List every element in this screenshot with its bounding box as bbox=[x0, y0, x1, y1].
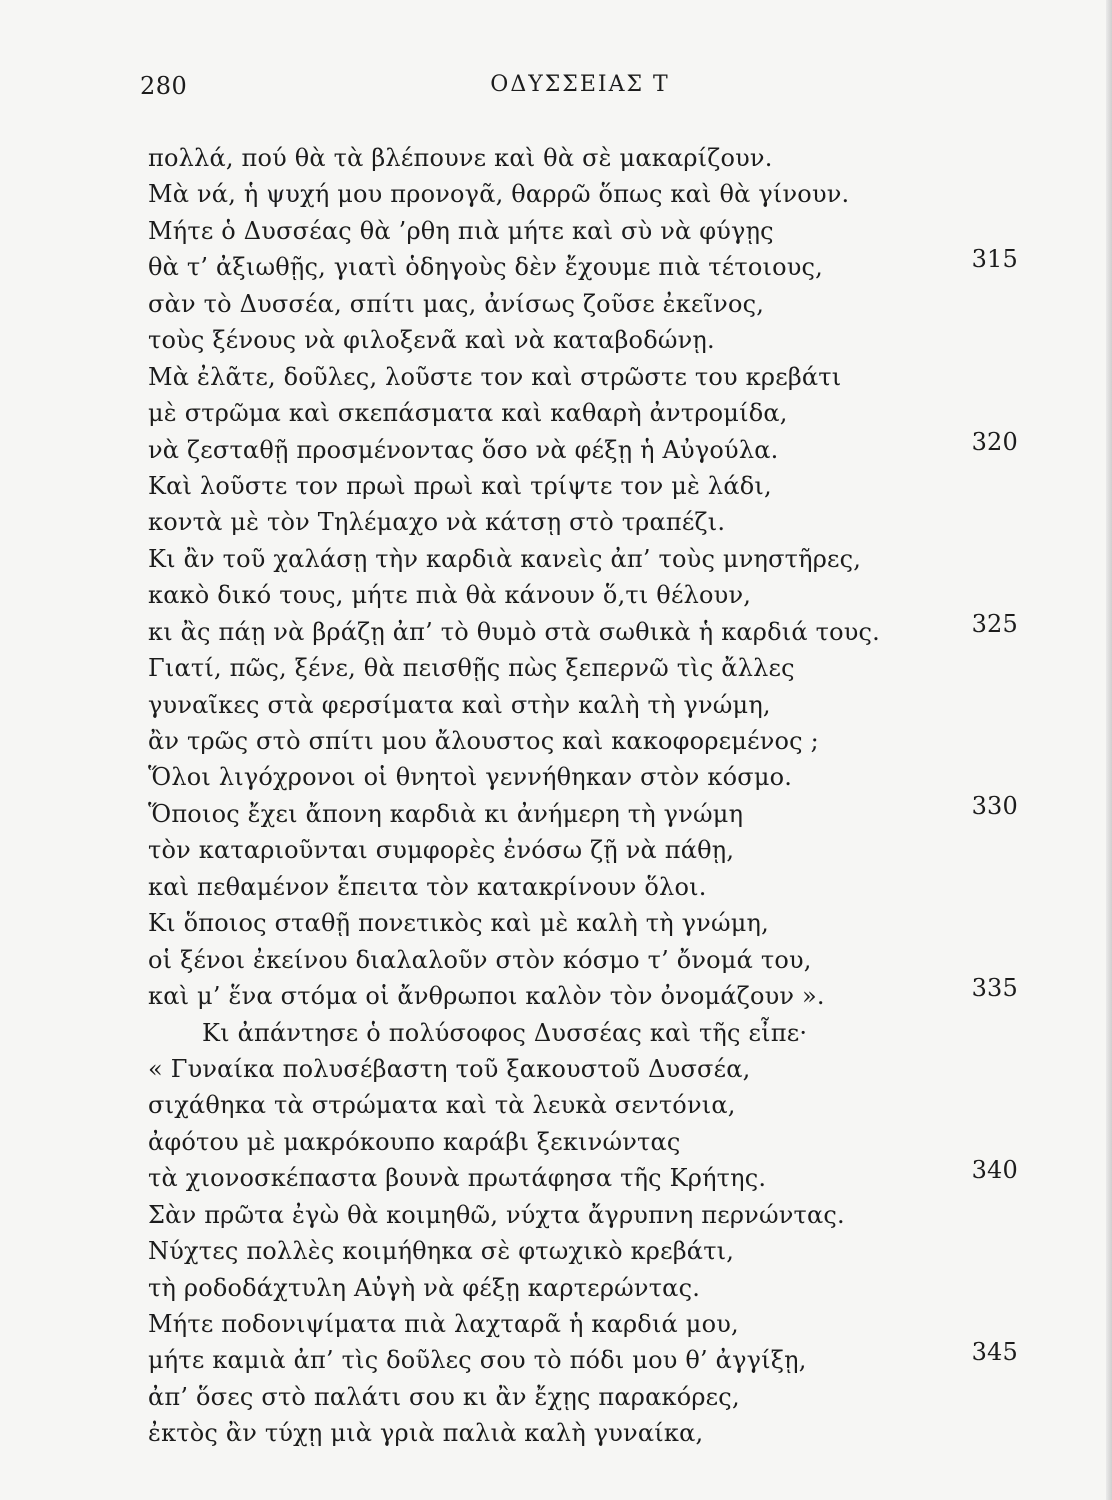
verse-text: κακὸ δικό τους, μήτε πιὰ θὰ κάνουν ὅ,τι θέλουν, bbox=[148, 581, 752, 610]
verse-line bbox=[148, 176, 1018, 212]
verse-text: Κι ἀπάντησε ὁ πολύσοφος Δυσσέας καὶ τῆς εἶπε· bbox=[202, 1018, 808, 1047]
verse-text: καὶ πεθαμένον ἔπειτα τὸν κατακρίνουν ὅλοι. bbox=[148, 872, 707, 901]
verse-line bbox=[148, 1338, 1018, 1378]
running-title: ΟΔΥΣΣΕΙΑΣ Τ bbox=[490, 72, 670, 97]
verse-text: Μὰ ἐλᾶτε, δοῦλες, λοῦστε τον καὶ στρῶστε του κρεβάτι bbox=[148, 362, 842, 391]
verse-line bbox=[148, 1124, 1018, 1160]
verse-line bbox=[148, 286, 1018, 322]
verse-text: Καὶ λοῦστε τον πρωὶ πρωὶ καὶ τρίψτε τον μὲ λάδι, bbox=[148, 471, 772, 500]
verse-text: ἐκτὸς ἂν τύχῃ μιὰ γριὰ παλιὰ καλὴ γυναίκα, bbox=[148, 1419, 704, 1448]
verse-line bbox=[148, 942, 1018, 978]
verse-line bbox=[148, 245, 1018, 285]
verse-line bbox=[148, 504, 1018, 540]
verse-list bbox=[148, 140, 1018, 1452]
verse-line bbox=[148, 427, 1018, 468]
verse-text: Γιατί, πῶς, ξένε, θὰ πεισθῇς πὼς ξεπερνῶ τὶς ἄλλες bbox=[148, 654, 795, 683]
verse-line bbox=[148, 1306, 1018, 1342]
verse-line bbox=[148, 1015, 1018, 1051]
line-number: 325 bbox=[971, 609, 1018, 638]
verse-text: θὰ τ’ ἀξιωθῇς, γιατὶ ὁδηγοὺς δὲν ἔχουμε πιὰ τέτοιους, bbox=[148, 253, 824, 282]
verse-text: σὰν τὸ Δυσσέα, σπίτι μας, ἀνίσως ζοῦσε ἐκεῖνος, bbox=[148, 289, 765, 318]
verse-line bbox=[148, 213, 1018, 249]
line-number: 345 bbox=[971, 1338, 1018, 1367]
line-number: 330 bbox=[971, 791, 1018, 820]
verse-text: Σὰν πρῶτα ἐγὼ θὰ κοιμηθῶ, νύχτα ἄγρυπνη περνώντας. bbox=[148, 1200, 845, 1229]
verse-text: Κι ἂν τοῦ χαλάσῃ τὴν καρδιὰ κανεὶς ἀπ’ τοὺς μνηστῆρες, bbox=[148, 544, 862, 573]
line-number: 315 bbox=[971, 245, 1018, 274]
verse-line bbox=[148, 905, 1018, 941]
verse-line bbox=[148, 577, 1018, 613]
verse-text: ἀπ’ ὅσες στὸ παλάτι σου κι ἂν ἔχῃς παρακόρες, bbox=[148, 1382, 740, 1411]
verse-text: ἂν τρῶς στὸ σπίτι μου ἄλουστος καὶ κακοφορεμένος ; bbox=[148, 727, 819, 755]
verse-text: Νύχτες πολλὲς κοιμήθηκα σὲ φτωχικὸ κρεβάτι, bbox=[148, 1237, 735, 1266]
verse-line bbox=[148, 869, 1018, 905]
verse-line bbox=[148, 541, 1018, 577]
verse-line bbox=[148, 1379, 1018, 1415]
verse-line bbox=[148, 322, 1018, 358]
line-number: 320 bbox=[971, 427, 1018, 456]
verse-text: Κι ὅποιος σταθῇ πονετικὸς καὶ μὲ καλὴ τὴ γνώμη, bbox=[148, 909, 769, 938]
verse-line bbox=[148, 650, 1018, 686]
verse-text: μήτε καμιὰ ἀπ’ τὶς δοῦλες σου τὸ πόδι μου θ’ ἀγγίξῃ, bbox=[148, 1346, 807, 1375]
verse-line bbox=[148, 1270, 1018, 1306]
verse-text: Ὅποιος ἔχει ἄπονη καρδιὰ κι ἀνήμερη τὴ γνώμη bbox=[148, 799, 744, 828]
verse-line bbox=[148, 832, 1018, 868]
verse-text: Μὰ νά, ἡ ψυχή μου προνογᾶ, θαρρῶ ὅπως καὶ θὰ γίνουν. bbox=[148, 180, 850, 209]
line-number: 340 bbox=[971, 1156, 1018, 1185]
verse-line bbox=[148, 791, 1018, 832]
verse-text: νὰ ζεσταθῇ προσμένοντας ὅσο νὰ φέξῃ ἡ Αὐγούλα. bbox=[148, 435, 779, 464]
verse-text: « Γυναίκα πολυσέβαστη τοῦ ξακουστοῦ Δυσσέα, bbox=[148, 1054, 751, 1083]
verse-text: Ὅλοι λιγόχρονοι οἱ θνητοὶ γεννήθηκαν στὸν κόσμο. bbox=[148, 763, 793, 792]
verse-text: ἀφότου μὲ μακρόκουπο καράβι ξεκινώντας bbox=[148, 1127, 681, 1156]
verse-text: τοὺς ξένους νὰ φιλοξενᾶ καὶ νὰ καταβοδώνῃ. bbox=[148, 326, 715, 355]
verse-line bbox=[148, 1156, 1018, 1196]
verse-text: οἱ ξένοι ἐκείνου διαλαλοῦν στὸν κόσμο τ’ ὄνομά του, bbox=[148, 945, 812, 974]
verse-text: τὴ ροδοδάχτυλη Αὐγὴ νὰ φέξῃ καρτερώντας. bbox=[148, 1273, 701, 1302]
verse-line bbox=[148, 359, 1018, 395]
verse-line bbox=[148, 1051, 1018, 1087]
verse-text: τὸν καταριοῦνται συμφορὲς ἐνόσω ζῇ νὰ πάθῃ, bbox=[148, 836, 735, 865]
verse-line bbox=[148, 723, 1018, 759]
page-edge-shadow bbox=[1106, 0, 1112, 1500]
verse-text: πολλά, πού θὰ τὰ βλέπουνε καὶ θὰ σὲ μακαρίζουν. bbox=[148, 144, 773, 172]
verse-line bbox=[148, 974, 1018, 1014]
verse-line bbox=[148, 468, 1018, 504]
verse-text: μὲ στρῶμα καὶ σκεπάσματα καὶ καθαρὴ ἀντρομίδα, bbox=[148, 399, 788, 428]
verse-text: σιχάθηκα τὰ στρώματα καὶ τὰ λευκὰ σεντόνια, bbox=[148, 1091, 736, 1120]
verse-line bbox=[148, 1197, 1018, 1233]
verse-text: γυναῖκες στὰ φερσίματα καὶ στὴν καλὴ τὴ γνώμη, bbox=[148, 690, 771, 719]
verse-text: Μήτε ὁ Δυσσέας θὰ ’ρθη πιὰ μήτε καὶ σὺ νὰ φύγῃς bbox=[148, 216, 774, 245]
verse-text: κι ἂς πάῃ νὰ βράζῃ ἀπ’ τὸ θυμὸ στὰ σωθικὰ ἡ καρδιά τους. bbox=[148, 617, 880, 646]
verse-line bbox=[148, 395, 1018, 431]
verse-line bbox=[148, 759, 1018, 795]
verse-line bbox=[148, 1233, 1018, 1269]
verse-line bbox=[148, 1415, 1018, 1451]
page-number: 280 bbox=[140, 72, 188, 100]
verse-line bbox=[148, 1087, 1018, 1123]
verse-line bbox=[148, 687, 1018, 723]
verse-text: τὰ χιονοσκέπαστα βουνὰ πρωτάφησα τῆς Κρήτης. bbox=[148, 1164, 767, 1193]
verse-line bbox=[148, 609, 1018, 650]
page-header bbox=[140, 72, 1020, 112]
line-number: 335 bbox=[971, 974, 1018, 1003]
verse-text: καὶ μ’ ἕνα στόμα οἱ ἄνθρωποι καλὸν τὸν ὀνομάζουν ». bbox=[148, 982, 825, 1011]
verse-line bbox=[148, 140, 1018, 176]
verse-text: Μήτε ποδονιψίματα πιὰ λαχταρᾶ ἡ καρδιά μου, bbox=[148, 1310, 739, 1338]
verse-text: κοντὰ μὲ τὸν Τηλέμαχο νὰ κάτσῃ στὸ τραπέζι. bbox=[148, 508, 726, 537]
